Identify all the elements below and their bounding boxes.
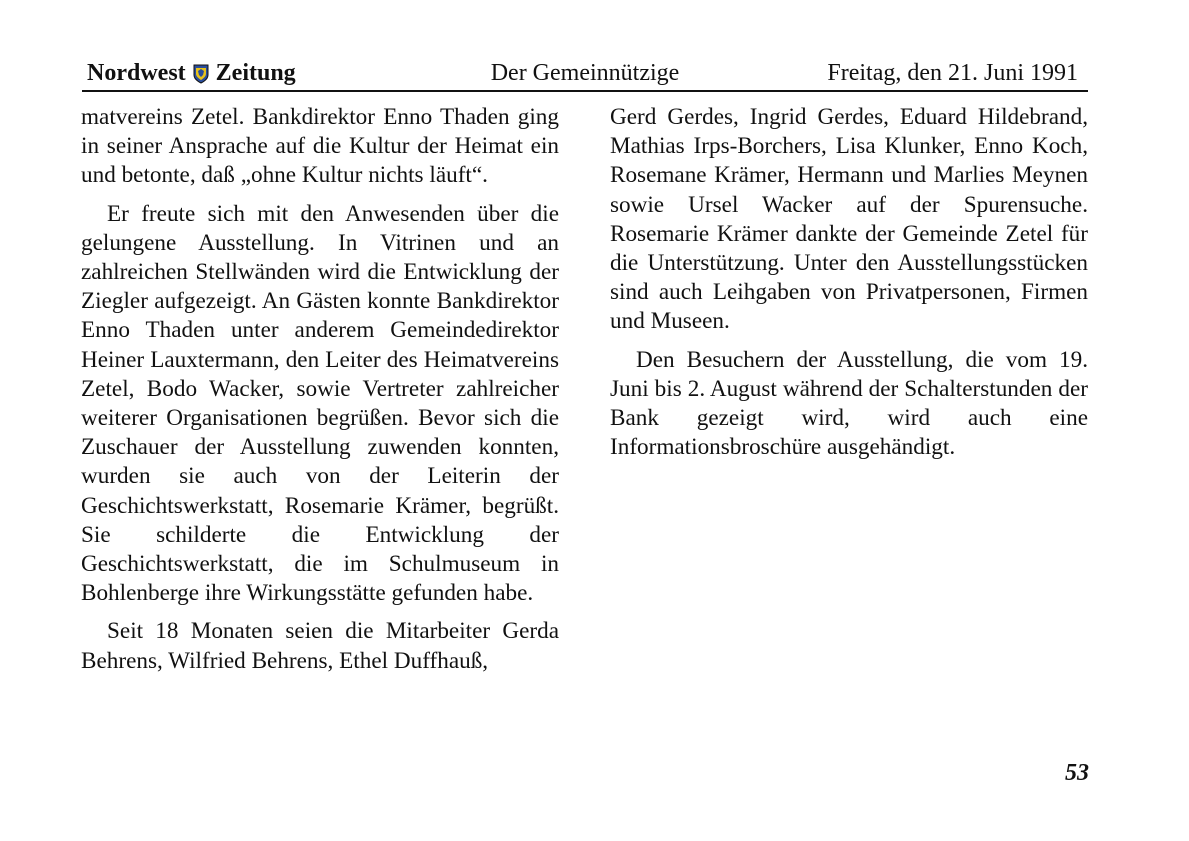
page-number: 53 [1065, 760, 1089, 786]
publication-title: Der Gemeinnützige [490, 60, 680, 86]
masthead-right-word: Zeitung [215, 60, 296, 86]
paragraph: Seit 18 Monaten seien die Mitarbeiter Gerda Behrens, Wilfried Behrens, Ethel Duffhauß, [81, 618, 559, 674]
paragraph: Gerd Gerdes, Ingrid Gerdes, Eduard Hildebrand, Mathias Irps-Borchers, Lisa Klunker, Enno Koch, Rosemane Krämer, Hermann und Marlies Meynen sowie Ursel Wacker auf der Spurensuche. Rosemarie Krämer dankte der Gemeinde Zetel für die Unterstützung. Unter den Ausstellungsstücken sind auch Leihgaben von Privatpersonen, Firmen und Museen. [610, 104, 1088, 335]
right-text-column [610, 103, 1088, 471]
page-header [82, 56, 1088, 92]
paragraph: Er freute sich mit den Anwesenden über die gelungene Ausstellung. In Vitrinen und an zahlreichen Stellwänden wird die Entwicklung der Ziegler aufgezeigt. An Gästen konnte Bankdirektor Enno Thaden unter anderem Gemeindedirektor Heiner Lauxtermann, den Leiter des Heimatvereins Zetel, Bodo Wacker, sowie Vertreter zahlreicher weiterer Organisationen begrüßen. Bevor sich die Zuschauer der Ausstellung zuwenden konnten, wurden sie auch von der Leiterin der Geschichtswerkstatt, Rosemarie Krämer, begrüßt. Sie schilderte die Entwicklung der Geschichtswerkstatt, die im Schulmuseum in Bohlenberge ihre Wirkungsstätte gefunden habe. [81, 200, 559, 607]
left-text-column [81, 103, 559, 685]
paragraph: matvereins Zetel. Bankdirektor Enno Thaden ging in seiner Ansprache auf die Kultur der Heimat ein und betonte, daß „ohne Kultur nichts läuft“. [81, 104, 559, 189]
masthead-left-word: Nordwest [87, 60, 186, 86]
issue-date: Freitag, den 21. Juni 1991 [827, 60, 1078, 86]
paragraph: Den Besuchern der Ausstellung, die vom 19. Juni bis 2. August während der Schalterstunden der Bank gezeigt wird, wird auch eine Informationsbroschüre ausgehändigt. [610, 346, 1088, 461]
